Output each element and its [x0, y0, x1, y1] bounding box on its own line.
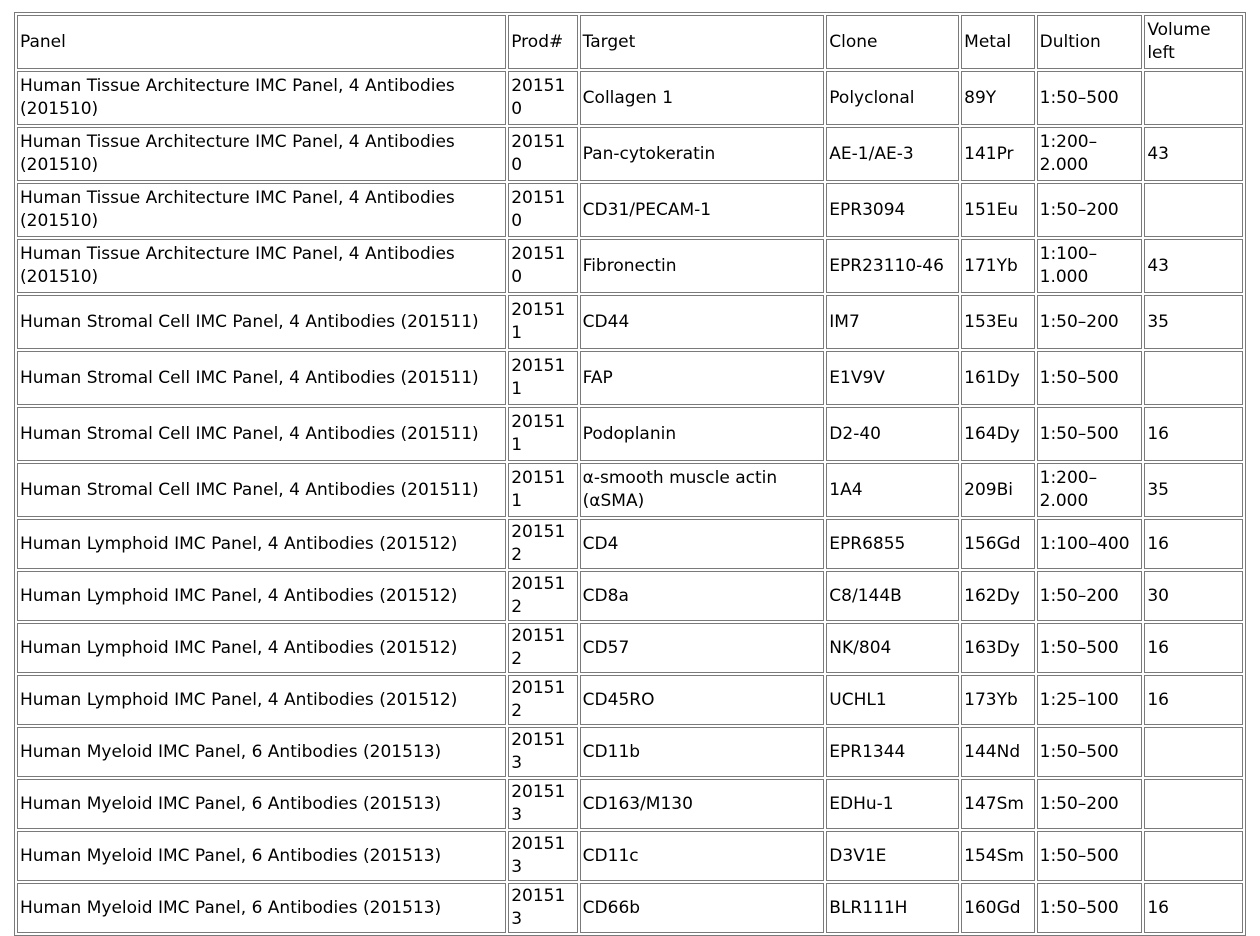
cell-panel: Human Lymphoid IMC Panel, 4 Antibodies (201512) [17, 519, 506, 569]
cell-volume: 16 [1144, 883, 1243, 933]
table-row [17, 727, 1243, 777]
col-header-dilution: Dultion [1037, 15, 1143, 69]
cell-dilution: 1:50–200 [1037, 571, 1143, 621]
cell-dilution: 1:50–500 [1037, 71, 1143, 125]
col-header-prod: Prod# [508, 15, 577, 69]
cell-prod: 201513 [508, 883, 577, 933]
table-row [17, 407, 1243, 461]
cell-prod: 201513 [508, 831, 577, 881]
cell-dilution: 1:50–200 [1037, 295, 1143, 349]
cell-dilution: 1:50–500 [1037, 883, 1143, 933]
cell-metal: 163Dy [961, 623, 1034, 673]
cell-volume [1144, 727, 1243, 777]
cell-target: CD11c [580, 831, 825, 881]
table-header [17, 15, 1243, 69]
cell-metal: 141Pr [961, 127, 1034, 181]
cell-target: CD8a [580, 571, 825, 621]
cell-dilution: 1:50–500 [1037, 351, 1143, 405]
cell-target: Fibronectin [580, 239, 825, 293]
cell-dilution: 1:50–500 [1037, 831, 1143, 881]
cell-clone: AE-1/AE-3 [826, 127, 959, 181]
table-row [17, 831, 1243, 881]
table-row [17, 183, 1243, 237]
cell-panel: Human Myeloid IMC Panel, 6 Antibodies (201513) [17, 883, 506, 933]
table-row [17, 675, 1243, 725]
cell-volume: 16 [1144, 519, 1243, 569]
cell-volume: 30 [1144, 571, 1243, 621]
cell-panel: Human Tissue Architecture IMC Panel, 4 Antibodies (201510) [17, 239, 506, 293]
table-row [17, 623, 1243, 673]
cell-metal: 160Gd [961, 883, 1034, 933]
cell-prod: 201510 [508, 127, 577, 181]
cell-clone: BLR111H [826, 883, 959, 933]
cell-panel: Human Tissue Architecture IMC Panel, 4 Antibodies (201510) [17, 183, 506, 237]
cell-panel: Human Lymphoid IMC Panel, 4 Antibodies (201512) [17, 675, 506, 725]
col-header-metal: Metal [961, 15, 1034, 69]
cell-metal: 153Eu [961, 295, 1034, 349]
cell-volume [1144, 71, 1243, 125]
cell-volume [1144, 183, 1243, 237]
cell-panel: Human Lymphoid IMC Panel, 4 Antibodies (201512) [17, 623, 506, 673]
cell-clone: E1V9V [826, 351, 959, 405]
cell-target: CD4 [580, 519, 825, 569]
table-row [17, 883, 1243, 933]
cell-prod: 201513 [508, 779, 577, 829]
cell-panel: Human Myeloid IMC Panel, 6 Antibodies (201513) [17, 831, 506, 881]
cell-prod: 201513 [508, 727, 577, 777]
cell-metal: 156Gd [961, 519, 1034, 569]
cell-clone: EDHu-1 [826, 779, 959, 829]
cell-dilution: 1:25–100 [1037, 675, 1143, 725]
cell-target: CD163/M130 [580, 779, 825, 829]
table-row [17, 779, 1243, 829]
col-header-volume-left: Volume left [1144, 15, 1243, 69]
cell-metal: 161Dy [961, 351, 1034, 405]
cell-clone: D3V1E [826, 831, 959, 881]
cell-metal: 144Nd [961, 727, 1034, 777]
cell-target: CD31/PECAM-1 [580, 183, 825, 237]
cell-metal: 164Dy [961, 407, 1034, 461]
cell-metal: 162Dy [961, 571, 1034, 621]
cell-target: CD66b [580, 883, 825, 933]
cell-volume: 35 [1144, 295, 1243, 349]
cell-prod: 201512 [508, 519, 577, 569]
cell-target: CD11b [580, 727, 825, 777]
col-header-target: Target [580, 15, 825, 69]
antibody-panel-table [14, 12, 1246, 936]
cell-clone: EPR1344 [826, 727, 959, 777]
col-header-clone: Clone [826, 15, 959, 69]
cell-dilution: 1:50–500 [1037, 407, 1143, 461]
table-row [17, 239, 1243, 293]
cell-volume: 16 [1144, 623, 1243, 673]
cell-prod: 201510 [508, 71, 577, 125]
table-row [17, 351, 1243, 405]
cell-clone: D2-40 [826, 407, 959, 461]
cell-clone: IM7 [826, 295, 959, 349]
cell-volume: 35 [1144, 463, 1243, 517]
cell-clone: NK/804 [826, 623, 959, 673]
cell-panel: Human Myeloid IMC Panel, 6 Antibodies (201513) [17, 779, 506, 829]
table-body [17, 71, 1243, 933]
cell-metal: 89Y [961, 71, 1034, 125]
cell-target: Podoplanin [580, 407, 825, 461]
cell-dilution: 1:100–1.000 [1037, 239, 1143, 293]
cell-dilution: 1:50–200 [1037, 779, 1143, 829]
cell-prod: 201510 [508, 239, 577, 293]
cell-target: α-smooth muscle actin (αSMA) [580, 463, 825, 517]
cell-target: Collagen 1 [580, 71, 825, 125]
cell-metal: 147Sm [961, 779, 1034, 829]
cell-target: CD44 [580, 295, 825, 349]
cell-metal: 171Yb [961, 239, 1034, 293]
cell-volume: 16 [1144, 675, 1243, 725]
cell-prod: 201512 [508, 623, 577, 673]
cell-target: CD45RO [580, 675, 825, 725]
cell-panel: Human Stromal Cell IMC Panel, 4 Antibodies (201511) [17, 295, 506, 349]
cell-metal: 173Yb [961, 675, 1034, 725]
table-row [17, 127, 1243, 181]
table-row [17, 295, 1243, 349]
cell-prod: 201510 [508, 183, 577, 237]
cell-metal: 154Sm [961, 831, 1034, 881]
cell-dilution: 1:200–2.000 [1037, 127, 1143, 181]
cell-volume: 16 [1144, 407, 1243, 461]
cell-panel: Human Stromal Cell IMC Panel, 4 Antibodies (201511) [17, 407, 506, 461]
cell-prod: 201511 [508, 407, 577, 461]
cell-prod: 201512 [508, 571, 577, 621]
cell-clone: Polyclonal [826, 71, 959, 125]
cell-dilution: 1:200–2.000 [1037, 463, 1143, 517]
cell-prod: 201511 [508, 295, 577, 349]
cell-clone: UCHL1 [826, 675, 959, 725]
cell-panel: Human Myeloid IMC Panel, 6 Antibodies (201513) [17, 727, 506, 777]
cell-clone: EPR3094 [826, 183, 959, 237]
cell-panel: Human Tissue Architecture IMC Panel, 4 Antibodies (201510) [17, 71, 506, 125]
cell-clone: 1A4 [826, 463, 959, 517]
cell-volume [1144, 779, 1243, 829]
cell-metal: 151Eu [961, 183, 1034, 237]
cell-target: CD57 [580, 623, 825, 673]
table-row [17, 519, 1243, 569]
cell-panel: Human Tissue Architecture IMC Panel, 4 Antibodies (201510) [17, 127, 506, 181]
cell-dilution: 1:50–200 [1037, 183, 1143, 237]
cell-dilution: 1:50–500 [1037, 623, 1143, 673]
cell-panel: Human Lymphoid IMC Panel, 4 Antibodies (201512) [17, 571, 506, 621]
cell-prod: 201511 [508, 351, 577, 405]
table-row [17, 463, 1243, 517]
table-row [17, 71, 1243, 125]
cell-prod: 201511 [508, 463, 577, 517]
cell-panel: Human Stromal Cell IMC Panel, 4 Antibodies (201511) [17, 463, 506, 517]
cell-clone: EPR6855 [826, 519, 959, 569]
cell-dilution: 1:100–400 [1037, 519, 1143, 569]
cell-panel: Human Stromal Cell IMC Panel, 4 Antibodies (201511) [17, 351, 506, 405]
table-row [17, 571, 1243, 621]
cell-clone: EPR23110-46 [826, 239, 959, 293]
cell-prod: 201512 [508, 675, 577, 725]
header-row [17, 15, 1243, 69]
cell-volume: 43 [1144, 239, 1243, 293]
cell-volume [1144, 351, 1243, 405]
cell-dilution: 1:50–500 [1037, 727, 1143, 777]
cell-metal: 209Bi [961, 463, 1034, 517]
cell-target: FAP [580, 351, 825, 405]
cell-target: Pan-cytokeratin [580, 127, 825, 181]
col-header-panel: Panel [17, 15, 506, 69]
cell-volume [1144, 831, 1243, 881]
cell-clone: C8/144B [826, 571, 959, 621]
cell-volume: 43 [1144, 127, 1243, 181]
